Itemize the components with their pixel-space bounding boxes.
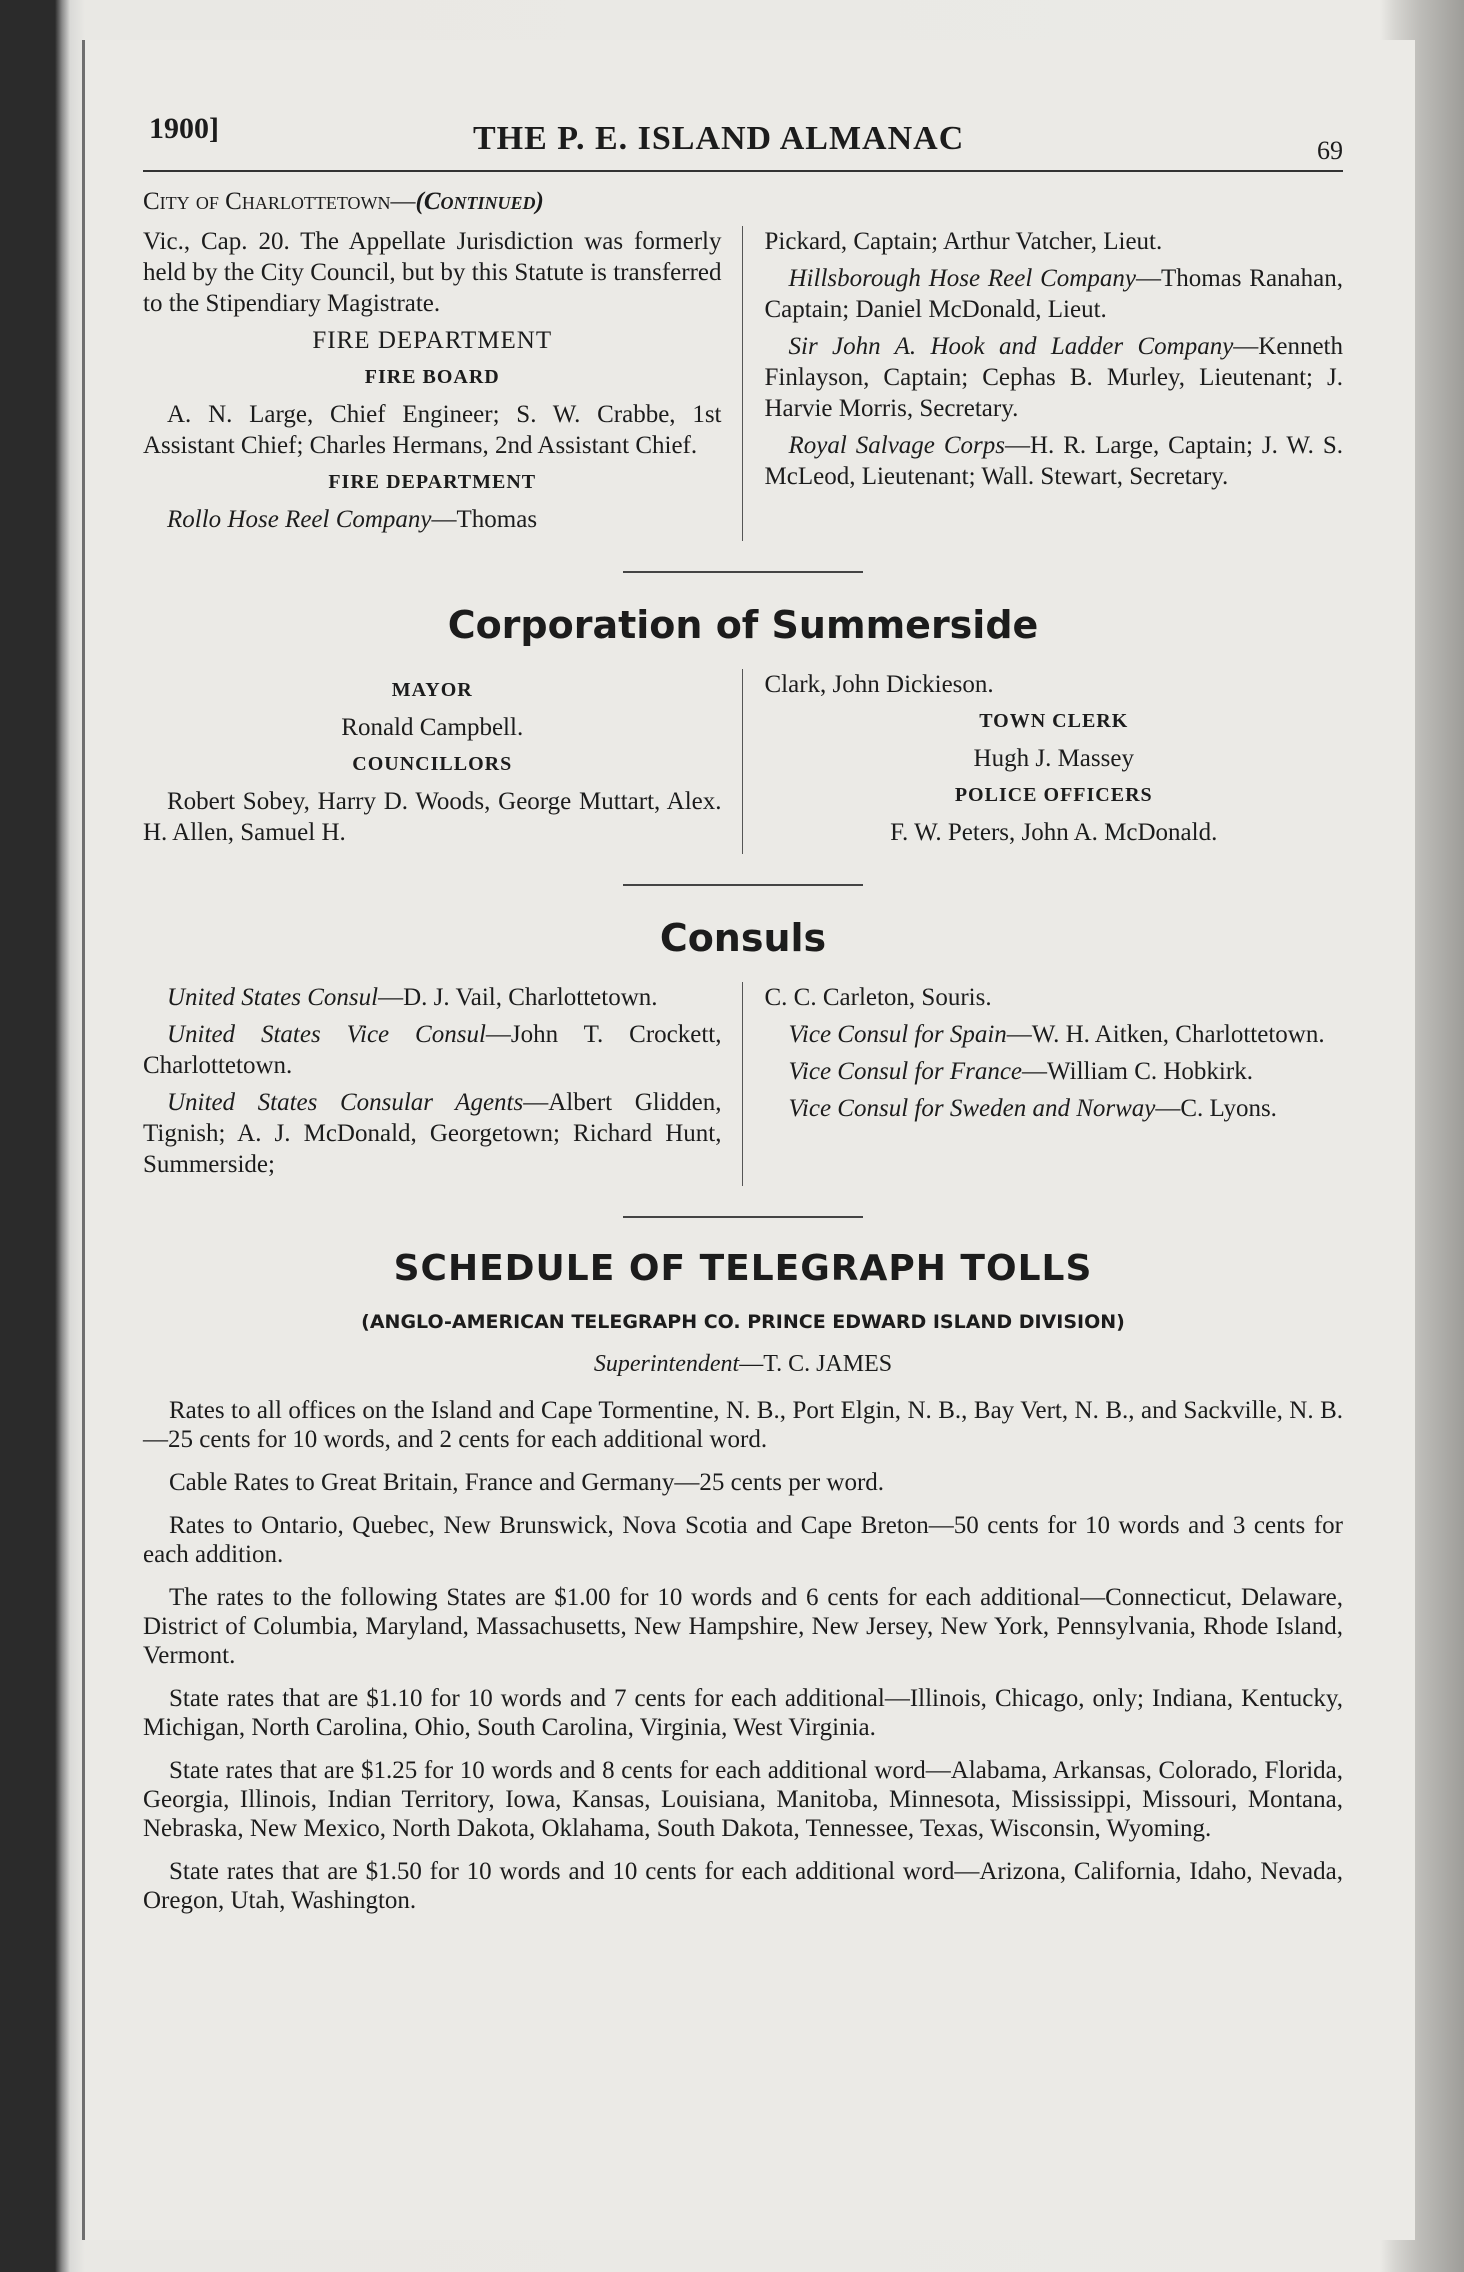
appellate-paragraph: Vic., Cap. 20. The Appellate Jurisdiction was formerly held by the City Council, but by this Statute is transferred to the Stipendiary Magistrate. [143, 228, 722, 317]
salvage-name: Royal Salvage Corps [788, 432, 1005, 459]
charlottetown-heading [143, 188, 1343, 216]
sweden-consul-entry [765, 1093, 1344, 1124]
spain-consul-entry [765, 1019, 1344, 1050]
sweden-consul-title: Vice Consul for Sweden and Norway [788, 1095, 1156, 1122]
town-clerk-heading: TOWN CLERK [979, 710, 1129, 732]
agents-continued: C. C. Carleton, Souris. [764, 984, 992, 1011]
fire-department-heading: FIRE DEPARTMENT [312, 327, 553, 354]
fire-board-heading: FIRE BOARD [364, 366, 500, 388]
charlottetown-heading-text: City of Charlottetown— [143, 188, 416, 215]
us-agents-title: United States Consular Agents [167, 1089, 524, 1116]
councillors-continued: Clark, John Dickieson. [764, 671, 994, 698]
fire-dept-subheading: FIRE DEPARTMENT [328, 471, 537, 493]
rollo-name: Rollo Hose Reel Company [167, 506, 432, 533]
rate-paragraph: State rates that are $1.25 for 10 words and 8 cents for each additional word—Alabama, Arkansas, Colorado, Florida, Georgia, Illinois, Indian Territory, Iowa, Kansas, Louisiana, Manitoba, Minnesota, Mississippi, Missouri, Montana, Nebraska, New Mexico, North Dakota, Oklahama, South Dakota, Tennessee, Texas, Wisconsin, Wyoming. [143, 1757, 1343, 1842]
divider-3 [623, 1216, 863, 1218]
consuls-left-column [143, 982, 742, 1186]
almanac-page [82, 40, 1415, 2240]
police-heading: POLICE OFFICERS [954, 784, 1153, 806]
telegraph-subtitle: (ANGLO-AMERICAN TELEGRAPH CO. PRINCE EDWARD ISLAND DIVISION) [361, 1311, 1125, 1333]
summerside-right-column [742, 669, 1344, 854]
summerside-title: Corporation of Summerside [447, 603, 1039, 647]
consuls-columns [143, 982, 1343, 1186]
rate-paragraph: Rates to all offices on the Island and Cape Tormentine, N. B., Port Elgin, N. B., Bay Vert, N. B., and Sackville, N. B.—25 cents for 10 words, and 2 cents for each additional word. [143, 1397, 1343, 1453]
rollo-text: —Thomas [431, 506, 538, 533]
divider-1 [623, 571, 863, 573]
hillsborough-text: —Thomas Ranahan, Captain; Daniel McDonald, Lieut. [764, 265, 1343, 323]
rate-paragraph: State rates that are $1.10 for 10 words and 7 cents for each additional—Illinois, Chicago, only; Indiana, Kentucky, Michigan, North Carolina, Ohio, South Carolina, Virginia, West Virginia. [143, 1685, 1343, 1741]
us-vice-consul-entry [143, 1019, 722, 1081]
running-head-title: THE P. E. ISLAND ALMANAC [473, 120, 965, 157]
us-consul-text: —D. J. Vail, Charlottetown. [378, 984, 658, 1011]
hillsborough-name: Hillsborough Hose Reel Company [788, 265, 1136, 292]
us-consul-title: United States Consul [167, 984, 379, 1011]
fire-board-text: A. N. Large, Chief Engineer; S. W. Crabbe, 1st Assistant Chief; Charles Hermans, 2nd Assistant Chief. [143, 401, 722, 459]
hook-ladder-name: Sir John A. Hook and Ladder Company [788, 333, 1234, 360]
salvage-text: —H. R. Large, Captain; J. W. S. McLeod, Lieutenant; Wall. Stewart, Secretary. [764, 432, 1343, 490]
councillors-text: Robert Sobey, Harry D. Woods, George Muttart, Alex. H. Allen, Samuel H. [143, 788, 722, 846]
us-vice-consul-text: —John T. Crockett, Charlottetown. [143, 1021, 722, 1079]
header-rule [143, 170, 1343, 172]
spain-consul-title: Vice Consul for Spain [788, 1021, 1007, 1048]
france-consul-text: —William C. Hobkirk. [1022, 1058, 1253, 1085]
hook-ladder-entry [765, 331, 1344, 424]
hook-ladder-text: —Kenneth Finlayson, Captain; Cephas B. Murley, Lieutenant; J. Harvie Morris, Secretary. [764, 333, 1343, 422]
hillsborough-entry [765, 263, 1344, 325]
mayor-name: Ronald Campbell. [341, 714, 524, 741]
running-head-year: 1900] [149, 112, 219, 145]
charlottetown-left-column [143, 226, 742, 541]
telegraph-title: SCHEDULE OF TELEGRAPH TOLLS [393, 1248, 1093, 1289]
us-vice-consul-title: United States Vice Consul [167, 1021, 486, 1048]
summerside-left-column [143, 669, 742, 854]
police-names: F. W. Peters, John A. McDonald. [890, 819, 1218, 846]
charlottetown-right-column [742, 226, 1344, 541]
summerside-columns [143, 669, 1343, 854]
consuls-right-column [742, 982, 1344, 1186]
spain-consul-text: —W. H. Aitken, Charlottetown. [1006, 1021, 1325, 1048]
page-number: 69 [1317, 136, 1343, 165]
councillors-heading: COUNCILLORS [352, 753, 513, 775]
divider-2 [623, 884, 863, 886]
france-consul-title: Vice Consul for France [788, 1058, 1023, 1085]
page-content [143, 100, 1343, 1929]
mayor-heading: MAYOR [391, 679, 473, 701]
superintendent-label: Superintendent [593, 1351, 740, 1377]
sweden-consul-text: —C. Lyons. [1155, 1095, 1277, 1122]
salvage-entry [765, 430, 1344, 492]
rate-paragraph: Cable Rates to Great Britain, France and Germany—25 cents per word. [169, 1469, 885, 1496]
town-clerk-name: Hugh J. Massey [973, 745, 1134, 772]
superintendent-line [143, 1351, 1343, 1378]
france-consul-entry [765, 1056, 1344, 1087]
running-head [143, 100, 1343, 165]
rollo-continued: Pickard, Captain; Arthur Vatcher, Lieut. [764, 228, 1163, 255]
us-agents-text: —Albert Glidden, Tignish; A. J. McDonald, Georgetown; Richard Hunt, Summerside; [143, 1089, 722, 1178]
rate-paragraph: Rates to Ontario, Quebec, New Brunswick, Nova Scotia and Cape Breton—50 cents for 10 words and 3 cents for each addition. [143, 1512, 1343, 1568]
us-agents-entry [143, 1087, 722, 1180]
rollo-entry [143, 504, 722, 535]
continued-label: (Continued) [415, 188, 544, 215]
consuls-title: Consuls [659, 916, 827, 960]
rate-paragraph: The rates to the following States are $1.00 for 10 words and 6 cents for each additional—Connecticut, Delaware, District of Columbia, Maryland, Massachusetts, New Hampshire, New Jersey, New York, Pennsylvania, Rhode Island, Vermont. [143, 1584, 1343, 1669]
rate-paragraph: State rates that are $1.50 for 10 words and 10 cents for each additional word—Arizona, California, Idaho, Nevada, Oregon, Utah, Washington. [143, 1858, 1343, 1914]
superintendent-name: —T. C. JAMES [739, 1351, 893, 1377]
us-consul-entry [143, 982, 722, 1013]
charlottetown-columns [143, 226, 1343, 541]
